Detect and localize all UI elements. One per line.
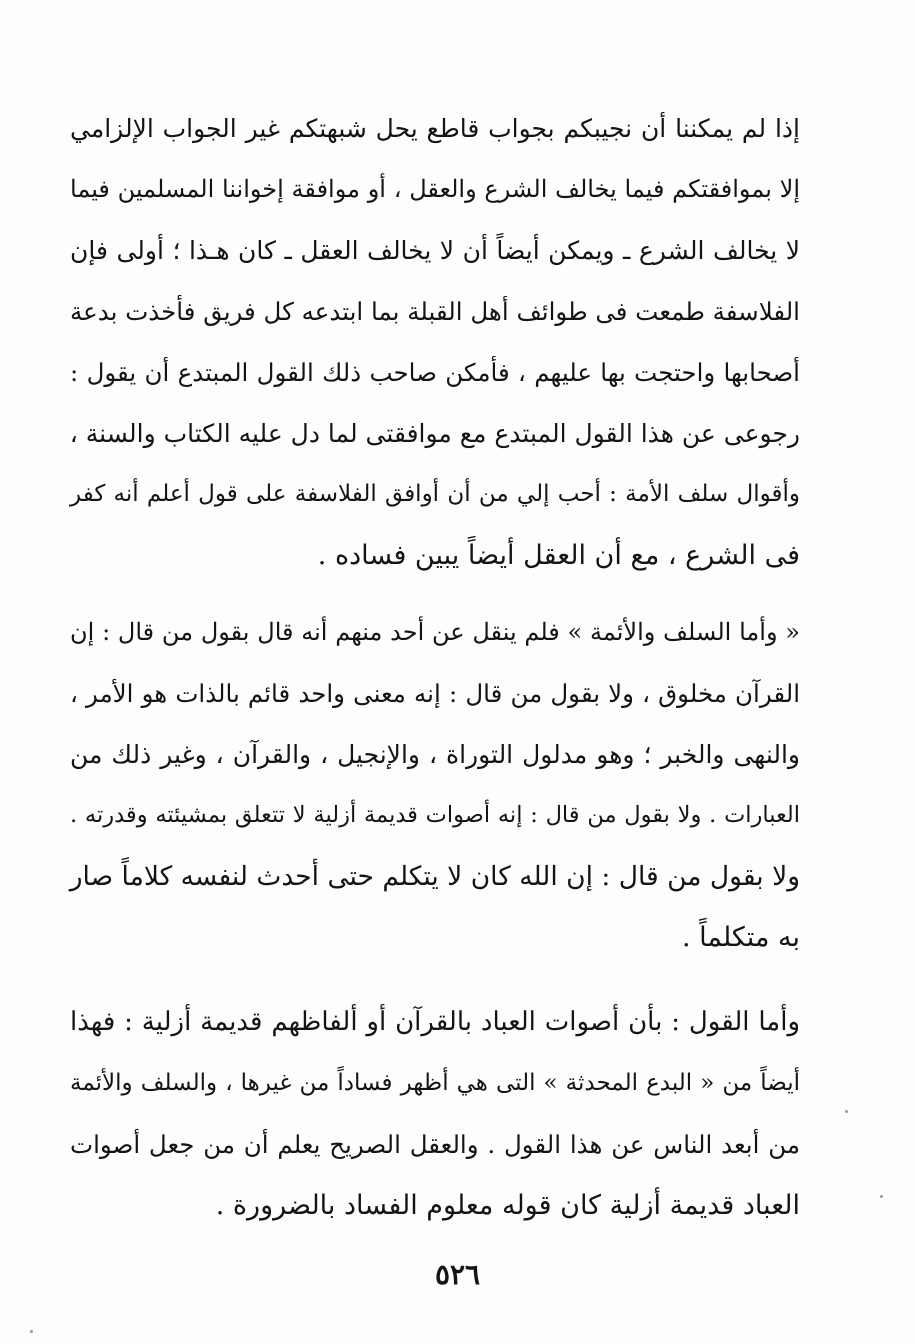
paragraph-1 — [70, 98, 800, 586]
text-line: القرآن مخلوق ، ولا بقول من قال : إنه معنى واحد قائم بالذات هو الأمر ، — [70, 679, 800, 708]
text-line: من أبعد الناس عن هذا القول . والعقل الصريح يعلم أن من جعل أصوات — [70, 1130, 800, 1159]
text-line: « وأما السلف والأئمة » فلم ينقل عن أحد منهم أنه قال بقول من قال : إن — [70, 618, 800, 646]
text-line: أيضاً من « البدع المحدثة » التى هي أظهر فساداً من غيرها ، والسلف والأئمة — [70, 1070, 800, 1096]
text-line: رجوعى عن هذا القول المبتدع مع موافقتى لما دل عليه الكتاب والسنة ، — [69, 419, 800, 448]
text-line: إلا بموافقتكم فيما يخالف الشرع والعقل ، أو موافقة إخواننا المسلمين فيما — [70, 175, 800, 203]
text-line: وأما القول : بأن أصوات العباد بالقرآن أو ألفاظهم قديمة أزلية : فهذا — [70, 1007, 800, 1037]
page-number: ٥٢٦ — [434, 1258, 481, 1291]
text-line: أصحابها واحتجت بها عليهم ، فأمكن صاحب ذلك القول المبتدع أن يقول : — [70, 358, 800, 387]
text-line: وأقوال سلف الأمة : أحب إلي من أن أوافق الفلاسفة على قول أعلم أنه كفر — [70, 481, 800, 507]
text-line: به متكلماً . — [681, 922, 800, 953]
scan-speck — [30, 1330, 33, 1333]
text-line: لا يخالف الشرع ـ ويمكن أيضاً أن لا يخالف العقل ـ كان هـذا ؛ أولى فإن — [70, 236, 800, 265]
scan-speck — [845, 1110, 848, 1113]
text-line: إذا لم يمكننا أن نجيبكم بجواب قاطع يحل شبهتكم غير الجواب الإلزامي — [70, 114, 800, 143]
paragraph-3 — [70, 992, 800, 1236]
text-line: والنهى والخبر ؛ وهو مدلول التوراة ، والإنجيل ، والقرآن ، وغير ذلك من — [70, 740, 800, 769]
text-line: العبارات . ولا بقول من قال : إنه أصوات قديمة أزلية لا تتعلق بمشيئته وقدرته . — [70, 802, 800, 828]
paragraph-2 — [70, 602, 800, 968]
text-line: العباد قديمة أزلية كان قوله معلوم الفساد بالضرورة . — [215, 1190, 800, 1221]
text-line: ولا بقول من قال : إن الله كان لا يتكلم حتى أحدث لنفسه كلاماً صار — [69, 861, 800, 892]
text-line: الفلاسفة طمعت فى طوائف أهل القبلة بما ابتدعه كل فريق فأخذت بدعة — [70, 297, 800, 326]
text-line: فى الشرع ، مع أن العقل أيضاً يبين فساده . — [317, 540, 800, 571]
scan-speck — [880, 1195, 883, 1198]
